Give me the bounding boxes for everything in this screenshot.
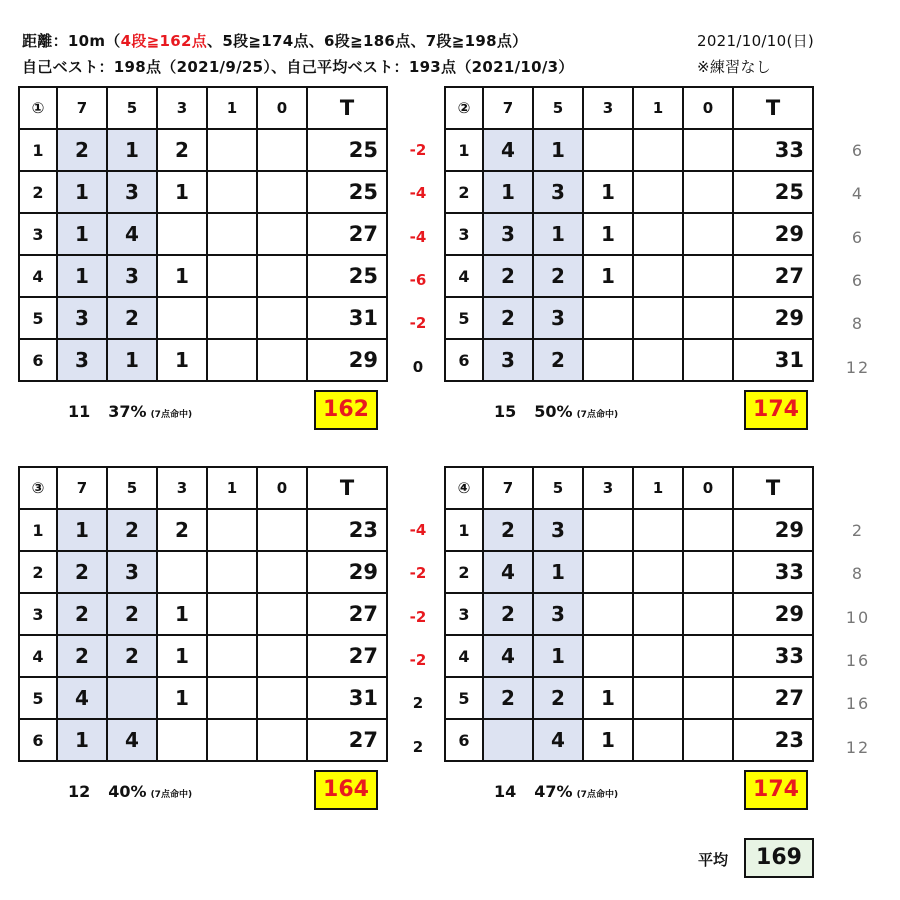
round-total: 164 (314, 770, 378, 810)
hit-count-cell (157, 551, 207, 593)
hit-count-cell: 1 (57, 255, 107, 297)
score-diff: 0 (412, 357, 424, 376)
column-header: 5 (107, 467, 157, 509)
end-total: 25 (307, 129, 387, 171)
end-number: 1 (445, 509, 483, 551)
hit-count-cell: 2 (107, 509, 157, 551)
end-number: 6 (445, 339, 483, 381)
hit-count-cell (633, 297, 683, 339)
table-row (445, 297, 813, 339)
column-header: T (733, 467, 813, 509)
hit-count: 14 (494, 782, 517, 801)
hit-count-cell: 1 (583, 677, 633, 719)
hit-count-cell (157, 213, 207, 255)
round-label: ② (445, 87, 483, 129)
hit-count-cell (583, 551, 633, 593)
hit-count: 12 (68, 782, 91, 801)
end-total: 27 (307, 635, 387, 677)
hit-percentage: 37% (108, 402, 147, 421)
column-header: 0 (257, 467, 307, 509)
table-header-row (445, 467, 813, 509)
hit-count-cell (683, 635, 733, 677)
personal-best: 自己ベスト：198点（2021/9/25）、自己平均ベスト：193点（2021/10/3） (22, 58, 574, 76)
end-number: 2 (445, 551, 483, 593)
hit-count-cell (257, 635, 307, 677)
hit-count-cell: 2 (107, 635, 157, 677)
hit-count-cell: 1 (107, 129, 157, 171)
hit-count-cell: 1 (533, 129, 583, 171)
table-row (19, 593, 387, 635)
hit-count-cell: 1 (57, 509, 107, 551)
end-number: 3 (445, 213, 483, 255)
table-row (445, 509, 813, 551)
end-number: 4 (19, 255, 57, 297)
hit-count-cell (483, 719, 533, 761)
hit-note: (7点命中) (576, 790, 619, 800)
end-total: 31 (733, 339, 813, 381)
group-size: 16 (845, 650, 871, 670)
column-header: 3 (583, 467, 633, 509)
hit-count-cell: 1 (583, 213, 633, 255)
hit-count-cell (683, 551, 733, 593)
hit-count-cell: 3 (107, 255, 157, 297)
hit-count-cell: 3 (483, 339, 533, 381)
hit-percentage: 50% (534, 402, 573, 421)
end-total: 23 (733, 719, 813, 761)
table-row (445, 255, 813, 297)
hit-count-cell: 2 (107, 297, 157, 339)
hit-note: (7点命中) (150, 790, 193, 800)
table-row (445, 677, 813, 719)
hit-count-cell (257, 171, 307, 213)
hit-count-cell (633, 255, 683, 297)
hit-count-cell (583, 509, 633, 551)
end-number: 1 (445, 129, 483, 171)
table-row (445, 635, 813, 677)
hit-count-cell (583, 129, 633, 171)
end-number: 6 (19, 339, 57, 381)
end-total: 27 (733, 677, 813, 719)
hit-count-cell: 1 (57, 719, 107, 761)
hit-count-cell: 4 (57, 677, 107, 719)
end-total: 25 (733, 171, 813, 213)
hit-percentage: 47% (534, 782, 573, 801)
column-header: 7 (57, 467, 107, 509)
hit-count-cell (207, 635, 257, 677)
column-header: 5 (107, 87, 157, 129)
hit-count-cell: 1 (57, 171, 107, 213)
table-row (445, 213, 813, 255)
distance-prefix: 距離：10m（ (22, 32, 121, 50)
hit-count-cell: 1 (157, 339, 207, 381)
column-header: 0 (683, 87, 733, 129)
hit-count-cell (157, 297, 207, 339)
hit-count-cell: 2 (57, 593, 107, 635)
end-number: 3 (19, 213, 57, 255)
hit-count-cell: 4 (107, 719, 157, 761)
round-total: 174 (744, 390, 808, 430)
round-label: ③ (19, 467, 57, 509)
table-row (19, 677, 387, 719)
hit-count-cell (683, 297, 733, 339)
hit-count-cell (683, 171, 733, 213)
score-diff: -2 (409, 564, 427, 583)
end-total: 23 (307, 509, 387, 551)
column-header: 1 (207, 467, 257, 509)
hit-count-cell (107, 677, 157, 719)
average-value: 169 (744, 838, 814, 878)
table-header-row (19, 87, 387, 129)
hit-count-cell: 3 (533, 171, 583, 213)
session-note: ※練習なし (697, 58, 772, 76)
column-header: 3 (157, 467, 207, 509)
hit-count: 11 (68, 402, 91, 421)
end-number: 3 (445, 593, 483, 635)
hit-count-cell (683, 213, 733, 255)
hit-count-cell: 1 (157, 677, 207, 719)
hit-count: 15 (494, 402, 517, 421)
column-header: 5 (533, 87, 583, 129)
column-header: 3 (157, 87, 207, 129)
end-number: 4 (445, 255, 483, 297)
end-total: 27 (733, 255, 813, 297)
table-row (19, 129, 387, 171)
hit-count-cell (633, 593, 683, 635)
column-header: 0 (257, 87, 307, 129)
hit-count-cell (207, 297, 257, 339)
end-total: 33 (733, 635, 813, 677)
hit-count-cell: 3 (483, 213, 533, 255)
column-header: 7 (483, 87, 533, 129)
hit-count-cell (207, 213, 257, 255)
hit-count-cell: 2 (483, 297, 533, 339)
end-number: 1 (19, 509, 57, 551)
hit-count-cell: 2 (157, 509, 207, 551)
end-total: 29 (733, 593, 813, 635)
hit-count-cell: 2 (483, 255, 533, 297)
hit-count-cell: 1 (157, 171, 207, 213)
hit-count-cell: 3 (57, 297, 107, 339)
table-row (19, 509, 387, 551)
table-row (445, 171, 813, 213)
hit-count-cell (583, 635, 633, 677)
hit-count-cell: 2 (107, 593, 157, 635)
hit-count-cell: 3 (107, 171, 157, 213)
group-size: 6 (851, 227, 865, 247)
hit-count-cell (207, 509, 257, 551)
end-total: 25 (307, 171, 387, 213)
round-table-1 (18, 86, 388, 382)
hit-count-cell (633, 171, 683, 213)
column-header: T (733, 87, 813, 129)
table-row (19, 635, 387, 677)
hit-count-cell: 4 (483, 551, 533, 593)
hit-count-cell (207, 129, 257, 171)
hit-count-cell: 2 (483, 593, 533, 635)
hit-count-cell: 1 (157, 255, 207, 297)
end-total: 27 (307, 719, 387, 761)
table-row (445, 551, 813, 593)
distance-rest: 、5段≧174点、6段≧186点、7段≧198点） (207, 32, 528, 50)
hit-count-cell (207, 719, 257, 761)
group-size: 2 (851, 521, 865, 540)
hit-count-cell: 1 (533, 213, 583, 255)
table-header-row (19, 467, 387, 509)
hit-count-cell: 3 (533, 509, 583, 551)
end-total: 31 (307, 677, 387, 719)
hit-count-cell (207, 551, 257, 593)
hit-count-cell (257, 509, 307, 551)
hit-count-cell: 2 (483, 677, 533, 719)
hit-count-cell: 2 (533, 339, 583, 381)
hit-count-cell (257, 551, 307, 593)
round-table-2 (444, 86, 814, 382)
column-header: 5 (533, 467, 583, 509)
hit-count-cell (633, 677, 683, 719)
end-number: 5 (445, 677, 483, 719)
hit-count-cell (633, 635, 683, 677)
column-header: 1 (633, 467, 683, 509)
hit-note: (7点命中) (150, 410, 193, 420)
end-total: 29 (733, 509, 813, 551)
end-number: 4 (19, 635, 57, 677)
end-total: 33 (733, 551, 813, 593)
hit-count-cell: 1 (583, 719, 633, 761)
hit-summary (68, 402, 192, 421)
hit-count-cell: 2 (57, 551, 107, 593)
group-size: 10 (845, 607, 871, 627)
hit-count-cell: 4 (533, 719, 583, 761)
group-size: 4 (851, 184, 865, 204)
table-row (19, 339, 387, 381)
hit-count-cell (207, 339, 257, 381)
hit-count-cell (257, 213, 307, 255)
hit-count-cell: 4 (107, 213, 157, 255)
column-header: T (307, 467, 387, 509)
score-diff: -2 (409, 141, 427, 159)
hit-note: (7点命中) (576, 410, 619, 420)
hit-count-cell (257, 339, 307, 381)
hit-count-cell (207, 677, 257, 719)
column-header: T (307, 87, 387, 129)
hit-count-cell: 1 (533, 635, 583, 677)
end-total: 31 (307, 297, 387, 339)
hit-summary (68, 782, 192, 801)
hit-count-cell (633, 129, 683, 171)
score-diff: -2 (409, 650, 427, 669)
hit-count-cell (683, 677, 733, 719)
end-number: 2 (445, 171, 483, 213)
hit-count-cell: 1 (483, 171, 533, 213)
end-total: 33 (733, 129, 813, 171)
group-size: 6 (851, 270, 865, 290)
group-size: 6 (851, 141, 865, 160)
hit-count-cell: 1 (533, 551, 583, 593)
score-diff: -4 (409, 184, 427, 203)
score-diff: -6 (409, 270, 427, 289)
table-row (445, 129, 813, 171)
hit-count-cell (583, 339, 633, 381)
hit-count-cell (207, 171, 257, 213)
table-row (445, 593, 813, 635)
table-row (19, 297, 387, 339)
score-diff: -2 (409, 314, 427, 333)
round-total: 162 (314, 390, 378, 430)
table-row (445, 339, 813, 381)
end-total: 25 (307, 255, 387, 297)
table-row (19, 551, 387, 593)
hit-count-cell (583, 297, 633, 339)
hit-count-cell: 4 (483, 635, 533, 677)
table-row (19, 255, 387, 297)
hit-count-cell: 3 (57, 339, 107, 381)
group-size: 12 (845, 357, 871, 377)
round-label: ① (19, 87, 57, 129)
hit-count-cell (683, 255, 733, 297)
end-number: 6 (19, 719, 57, 761)
hit-count-cell (633, 719, 683, 761)
hit-count-cell: 4 (483, 129, 533, 171)
hit-count-cell (583, 593, 633, 635)
hit-count-cell: 2 (157, 129, 207, 171)
round-table-3 (18, 466, 388, 762)
end-number: 5 (19, 677, 57, 719)
hit-count-cell (257, 297, 307, 339)
hit-count-cell (633, 509, 683, 551)
hit-count-cell: 2 (57, 635, 107, 677)
group-size: 8 (851, 314, 865, 334)
table-header-row (445, 87, 813, 129)
hit-count-cell: 1 (107, 339, 157, 381)
hit-count-cell (207, 593, 257, 635)
table-row (19, 171, 387, 213)
table-row (445, 719, 813, 761)
round-total: 174 (744, 770, 808, 810)
hit-percentage: 40% (108, 782, 147, 801)
end-number: 1 (19, 129, 57, 171)
score-diff: 2 (412, 737, 424, 756)
hit-count-cell (633, 213, 683, 255)
hit-count-cell (257, 677, 307, 719)
score-diff: -2 (409, 607, 427, 626)
column-header: 3 (583, 87, 633, 129)
hit-summary (494, 402, 618, 421)
group-size: 16 (845, 694, 871, 714)
column-header: 7 (483, 467, 533, 509)
table-row (19, 213, 387, 255)
hit-count-cell (257, 593, 307, 635)
hit-count-cell (683, 719, 733, 761)
hit-count-cell: 2 (533, 677, 583, 719)
column-header: 1 (207, 87, 257, 129)
hit-count-cell: 1 (583, 171, 633, 213)
hit-count-cell (257, 255, 307, 297)
end-number: 2 (19, 551, 57, 593)
column-header: 7 (57, 87, 107, 129)
hit-count-cell (683, 509, 733, 551)
hit-count-cell (633, 339, 683, 381)
end-total: 27 (307, 213, 387, 255)
hit-count-cell (633, 551, 683, 593)
average-label: 平均 (698, 851, 729, 869)
hit-count-cell: 2 (57, 129, 107, 171)
score-diff: -4 (409, 227, 427, 246)
hit-count-cell (207, 255, 257, 297)
round-label: ④ (445, 467, 483, 509)
column-header: 1 (633, 87, 683, 129)
group-size: 12 (845, 737, 871, 757)
hit-count-cell: 1 (157, 635, 207, 677)
end-total: 29 (733, 297, 813, 339)
hit-count-cell (157, 719, 207, 761)
end-number: 3 (19, 593, 57, 635)
target-4dan: 4段≧162点 (120, 32, 208, 50)
hit-count-cell: 1 (583, 255, 633, 297)
score-diff: -4 (409, 521, 427, 539)
end-total: 29 (307, 551, 387, 593)
hit-count-cell: 3 (107, 551, 157, 593)
hit-count-cell: 3 (533, 593, 583, 635)
end-number: 2 (19, 171, 57, 213)
round-table-4 (444, 466, 814, 762)
column-header: 0 (683, 467, 733, 509)
end-total: 27 (307, 593, 387, 635)
end-total: 29 (733, 213, 813, 255)
table-row (19, 719, 387, 761)
hit-count-cell (683, 129, 733, 171)
hit-count-cell (257, 129, 307, 171)
end-number: 6 (445, 719, 483, 761)
hit-count-cell (257, 719, 307, 761)
score-diff: 2 (412, 694, 424, 713)
hit-count-cell: 3 (533, 297, 583, 339)
hit-count-cell (683, 339, 733, 381)
distance-header (22, 30, 527, 51)
hit-count-cell (683, 593, 733, 635)
end-total: 29 (307, 339, 387, 381)
hit-count-cell: 2 (483, 509, 533, 551)
end-number: 5 (445, 297, 483, 339)
session-date: 2021/10/10(日) (697, 32, 815, 50)
end-number: 4 (445, 635, 483, 677)
hit-count-cell: 1 (157, 593, 207, 635)
hit-summary (494, 782, 618, 801)
hit-count-cell: 2 (533, 255, 583, 297)
group-size: 8 (851, 564, 865, 584)
end-number: 5 (19, 297, 57, 339)
hit-count-cell: 1 (57, 213, 107, 255)
